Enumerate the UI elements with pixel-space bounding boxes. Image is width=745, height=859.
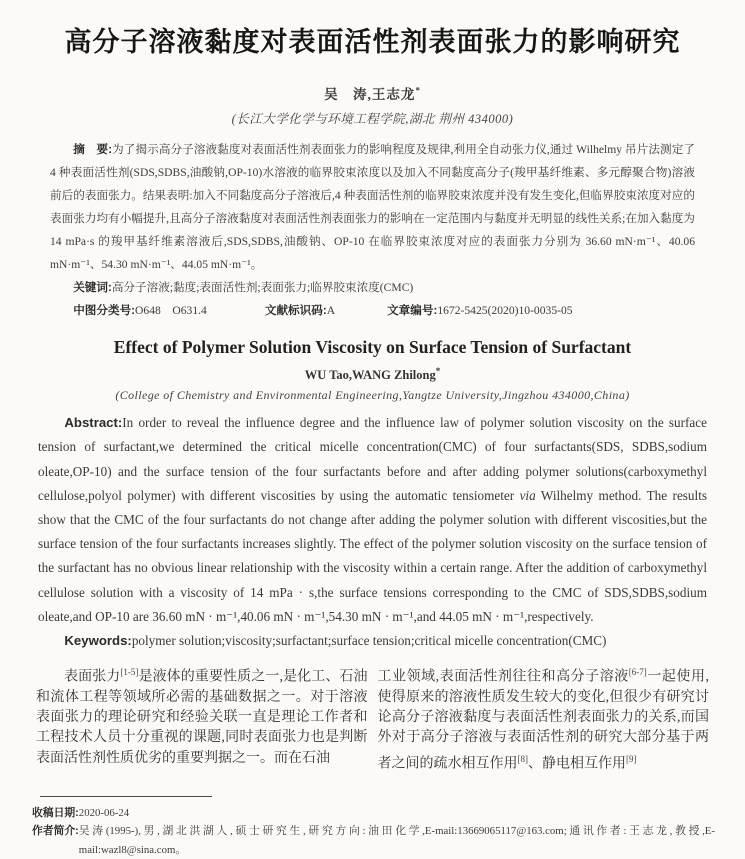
- clc-label: 中图分类号:: [73, 304, 136, 317]
- doc-code-label: 文献标识码:: [264, 304, 327, 317]
- affiliation-en: (College of Chemistry and Environmental Engineering,Yangtze University,Jingzhou 434000,China): [115, 388, 630, 403]
- doc-code-pair: [265, 304, 335, 317]
- abstract-cn-paragraph: [50, 138, 695, 276]
- abstract-en-paragraph: [38, 411, 707, 629]
- citation-ref-8: [8]: [517, 753, 528, 764]
- author-bio-text: 吴涛(1995-),男,湖北洪湖人,硕士研究生,研究方向:油田化学,E-mail:13669065117@163.com;通讯作者:王志龙,教授,E-mail:wazl8@sina.com。: [78, 825, 715, 856]
- authors-cn-names: 吴 涛,王志龙: [324, 87, 416, 102]
- received-date-line: [32, 804, 715, 823]
- body-right-seg3: 、静电相互作用: [528, 756, 626, 772]
- citation-ref-6-7: [6-7]: [628, 667, 647, 678]
- abstract-cn-label: 摘 要:: [73, 143, 113, 156]
- paper-title-en: Effect of Polymer Solution Viscosity on Surface Tension of Surfactant: [113, 337, 632, 357]
- article-id-label: 文章编号:: [387, 304, 438, 317]
- keywords-en-label: Keywords:: [64, 632, 132, 648]
- body-right-seg2: 一起使用,使得原来的溶液性质发生较大的变化,但很少有研究讨论高分子溶液黏度与表面活性剂表面张力的关系,而国外对于高分子溶液与表面活性剂的研究大部分基于两者之间的疏水相互作用: [377, 669, 710, 772]
- body-left-paragraph: [36, 662, 368, 769]
- abstract-en-via: via: [519, 487, 536, 503]
- clc-pair: [73, 304, 207, 317]
- corresponding-author-mark-en: *: [435, 366, 441, 376]
- citation-ref-9: [9]: [626, 753, 637, 764]
- abstract-en-text-1: In order to reveal the influence degree and the influence law of polymer solution viscosity on the surface tension of surfactant,we determined the critical micelle concentration(CMC) of four surfactants(SDS, SDBS,sodium oleate,OP-10) and the surface tension of the four surfactants before and after adding polymer solutions(carboxymethyl cellulose,polyol polymer) with different viscosities by using the automatic tensiometer: [38, 415, 707, 503]
- citation-ref-1-5: [1-5]: [120, 667, 139, 678]
- keywords-cn-text: 高分子溶液;黏度;表面活性剂;表面张力;临界胶束浓度(CMC): [111, 281, 414, 294]
- keywords-cn-line: [50, 276, 695, 299]
- classification-line: [50, 299, 695, 322]
- abstract-cn-text: 为了揭示高分子溶液黏度对表面活性剂表面张力的影响程度及规律,利用全自动张力仪,通过 Wilhelmy 吊片法测定了 4 种表面活性剂(SDS,SDBS,油酸钠,OP-10)水溶液的临界胶束浓度以及加入不同黏度高分子(羧甲基纤维素、多元醇聚合物)溶液前后的表面张力。结果表明:加入不同黏度高分子溶液后,4 种表面活性剂的临界胶束浓度并没有发生变化,但临界胶束浓度对应的表面张力均有小幅提升,且高分子溶液黏度对表面活性剂表面张力的影响在一定范围内与黏度并无明显的线性关系;在加入黏度为 14 mPa·s 的羧甲基纤维素溶液后,SDS,SDBS,油酸钠、OP-10 在临界胶束浓度对应的表面张力分别为 36.60 mN·m⁻¹、40.06 mN·m⁻¹、54.30 mN·m⁻¹、44.05 mN·m⁻¹。: [50, 143, 695, 271]
- article-id-value: 1672-5425(2020)10-0035-05: [437, 304, 573, 317]
- abstract-en-text-2: Wilhelmy method. The results show that the CMC of the four surfactants do not change after adding the polymer solution with different viscosities,but the surface tension of the four surfactants increases slightly. The effect of the polymer solution viscosity on the surface tension of the surfactant has no obvious linear relationship with the viscosity within a certain range. After the addition of carboxymethyl cellulose solution with a viscosity of 14 mPa · s,the surface tensions corresponding to the CMC of SDS,SDBS,sodium oleate,and OP-10 are 36.60 mN · m⁻¹,40.06 mN · m⁻¹,54.30 mN · m⁻¹,and 44.05 mN · m⁻¹,respectively.: [38, 487, 707, 624]
- authors-cn: [0, 83, 745, 103]
- affiliation-cn: (长江大学化学与环境工程学院,湖北 荆州 434000): [231, 112, 514, 126]
- abstract-cn-block: [50, 138, 695, 276]
- body-right-column: [378, 662, 710, 774]
- clc-value: O648 O631.4: [135, 304, 207, 317]
- received-date-value: 2020-06-24: [78, 806, 130, 819]
- corresponding-author-mark: *: [415, 85, 421, 96]
- body-left-seg1: 表面张力: [64, 669, 121, 685]
- body-left-column: [36, 662, 368, 774]
- received-date-label: 收稿日期:: [32, 806, 79, 819]
- footnote-block: [32, 804, 715, 859]
- authors-en-names: WU Tao,WANG Zhilong: [304, 368, 436, 383]
- doc-code-value: A: [326, 304, 336, 317]
- article-id-pair: [387, 304, 573, 317]
- body-two-columns: [36, 662, 709, 774]
- keywords-en-line: [38, 629, 707, 653]
- footnote-divider: [40, 796, 212, 797]
- keywords-en-text: polymer solution;viscosity;surfactant;surface tension;critical micelle concentration(CMC): [131, 632, 607, 648]
- author-bio-label: 作者简介:: [32, 825, 79, 838]
- authors-en: [0, 366, 745, 383]
- keywords-cn-label: 关键词:: [73, 281, 112, 294]
- abstract-en-label: Abstract:: [64, 415, 123, 431]
- body-left-seg2: 是液体的重要性质之一,是化工、石油和流体工程等领域所必需的基础数据之一。对于溶液表面张力的理论研究和经验关联一直是理论工作者和工程技术人员十分重视的课题,同时表面张力也是判断表面活性剂性质优劣的重要判据之一。而在石油: [36, 669, 368, 766]
- abstract-en-block: [38, 411, 707, 629]
- paper-title-cn: 高分子溶液黏度对表面活性剂表面张力的影响研究: [64, 27, 681, 57]
- body-right-paragraph: [378, 662, 710, 774]
- body-right-seg1: 工业领域,表面活性剂往往和高分子溶液: [377, 669, 629, 685]
- author-bio-line: [32, 822, 715, 859]
